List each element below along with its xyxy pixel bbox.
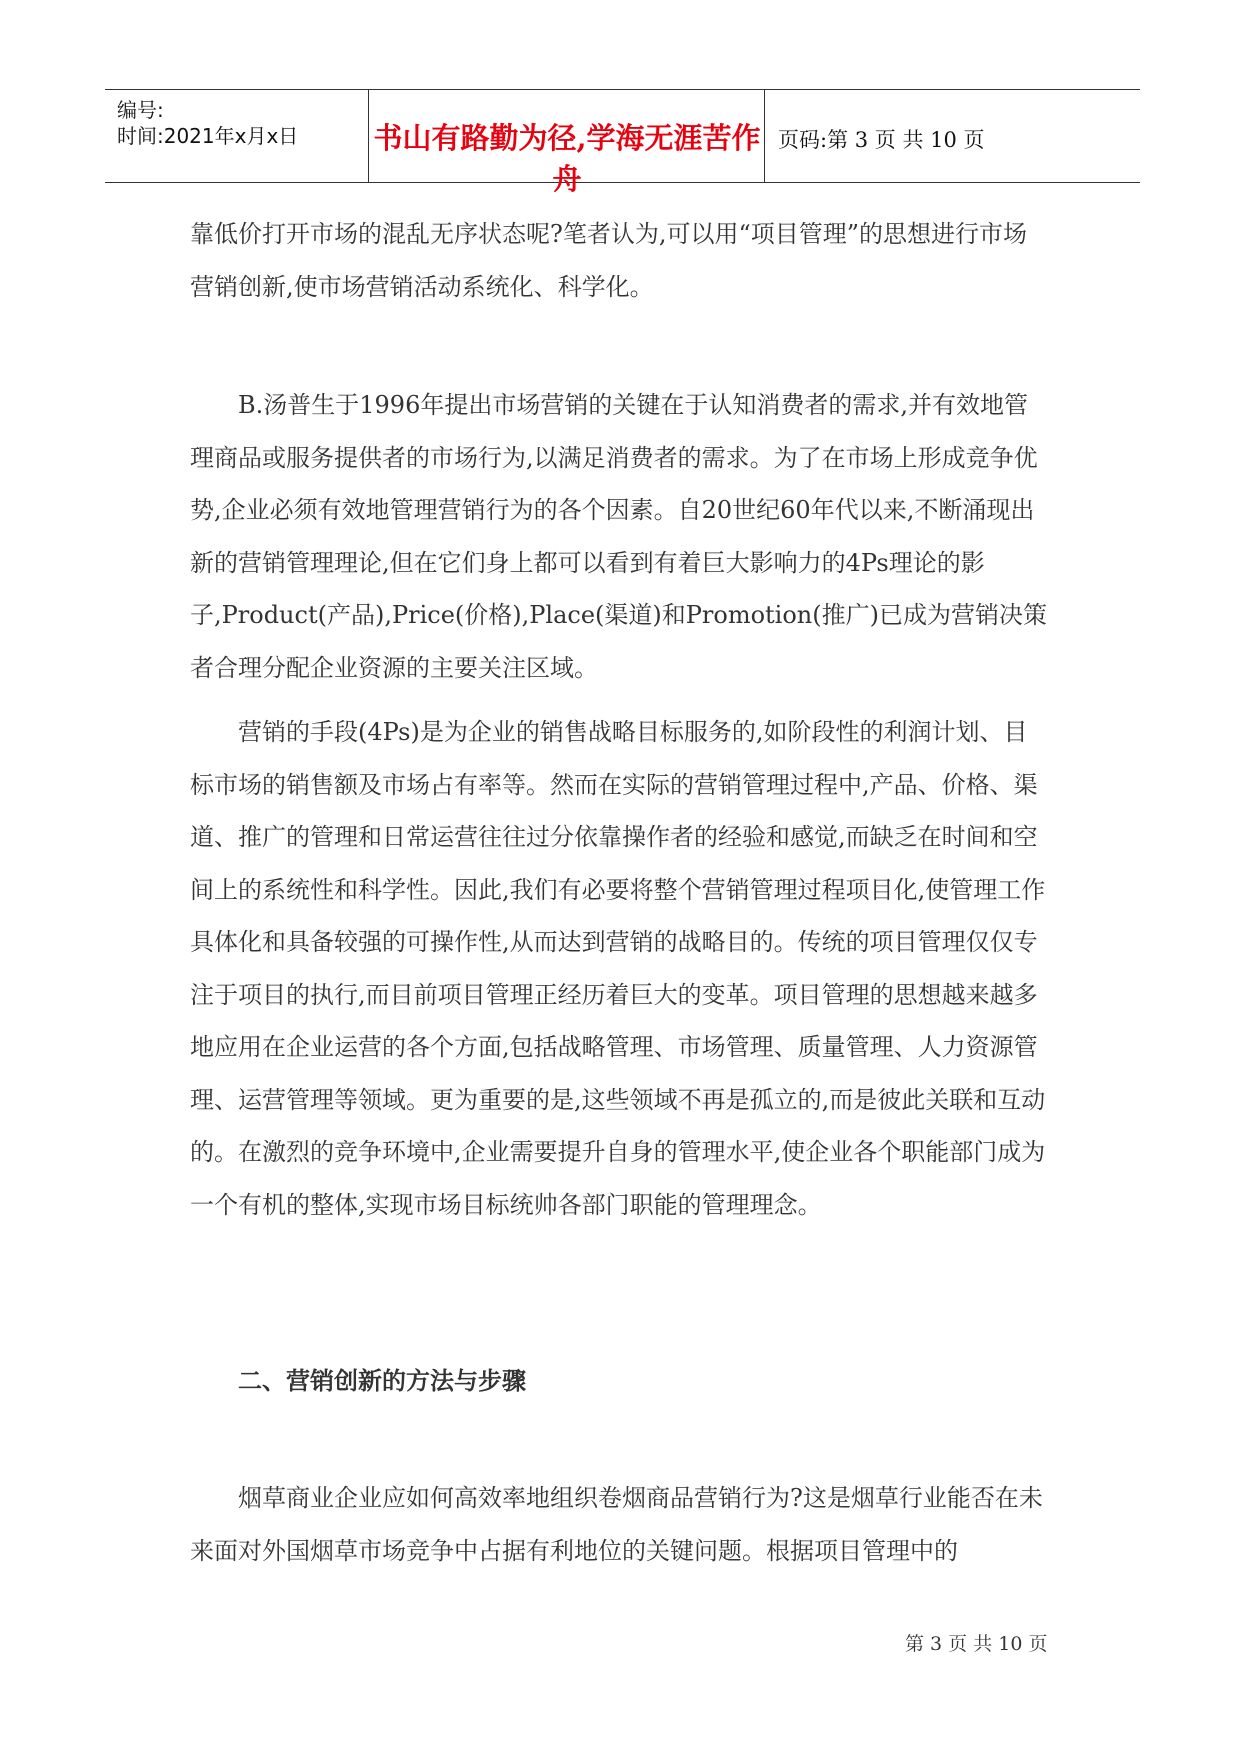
paragraph-2 [190,379,1050,694]
header-middle-cell [370,90,765,196]
paragraph-1 [190,208,1050,313]
page-footer: 第 3 页 共 10 页 [905,1633,1048,1655]
paragraph-4 [190,1472,1050,1577]
header-right-cell [766,90,1140,182]
paragraph-text: 营销的手段(4Ps)是为企业的销售战略目标服务的,如阶段性的利润计划、目标市场的销售额及市场占有率等。然而在实际的营销管理过程中,产品、价格、渠道、推广的管理和日常运营往往过分依靠操作者的经验和感觉,而缺乏在时间和空间上的系统性和科学性。因此,我们有必要将整个营销管理过程项目化,使管理工作具体化和具备较强的可操作性,从而达到营销的战略目的。传统的项目管理仅仅专注于项目的执行,而目前项目管理正经历着巨大的变革。项目管理的思想越来越多地应用在企业运营的各个方面,包括战略管理、市场管理、质量管理、人力资源管理、运营管理等领域。更为重要的是,这些领域不再是孤立的,而是彼此关联和互动的。在激烈的竞争环境中,企业需要提升自身的管理水平,使企业各个职能部门成为一个有机的整体,实现市场目标统帅各部门职能的管理理念。 [190,718,1046,1219]
page-header [105,89,1140,196]
paragraph-3 [190,706,1050,1231]
paragraph-text: B.汤普生于1996年提出市场营销的关键在于认知消费者的需求,并有效地管理商品或服务提供者的市场行为,以满足消费者的需求。为了在市场上形成竞争优势,企业必须有效地管理营销行为的各个因素。自20世纪60年代以来,不断涌现出新的营销管理理论,但在它们身上都可以看到有着巨大影响力的4Ps理论的影子,Product(产品),Price(价格),Place(渠道)和Promotion(推广)已成为营销决策者合理分配企业资源的主要关注区域。 [190,391,1047,682]
section-heading-text: 二、营销创新的方法与步骤 [238,1366,526,1395]
paragraph-text: 烟草商业企业应如何高效率地组织卷烟商品营销行为?这是烟草行业能否在未来面对外国烟草市场竞争中占据有利地位的关键问题。根据项目管理中的 [190,1484,1043,1565]
document-time-label: 时间:2021年x月x日 [117,124,299,148]
document-number-label: 编号: [117,98,164,122]
header-page-info: 页码:第 3 页 共 10 页 [778,128,985,152]
paragraph-text: 靠低价打开市场的混乱无序状态呢?笔者认为,可以用“项目管理”的思想进行市场营销创新,使市场营销活动系统化、科学化。 [190,220,1028,301]
section-heading [190,1355,1050,1408]
header-motto: 书山有路勤为径,学海无涯苦作舟 [373,121,761,196]
header-left-cell [105,90,369,182]
